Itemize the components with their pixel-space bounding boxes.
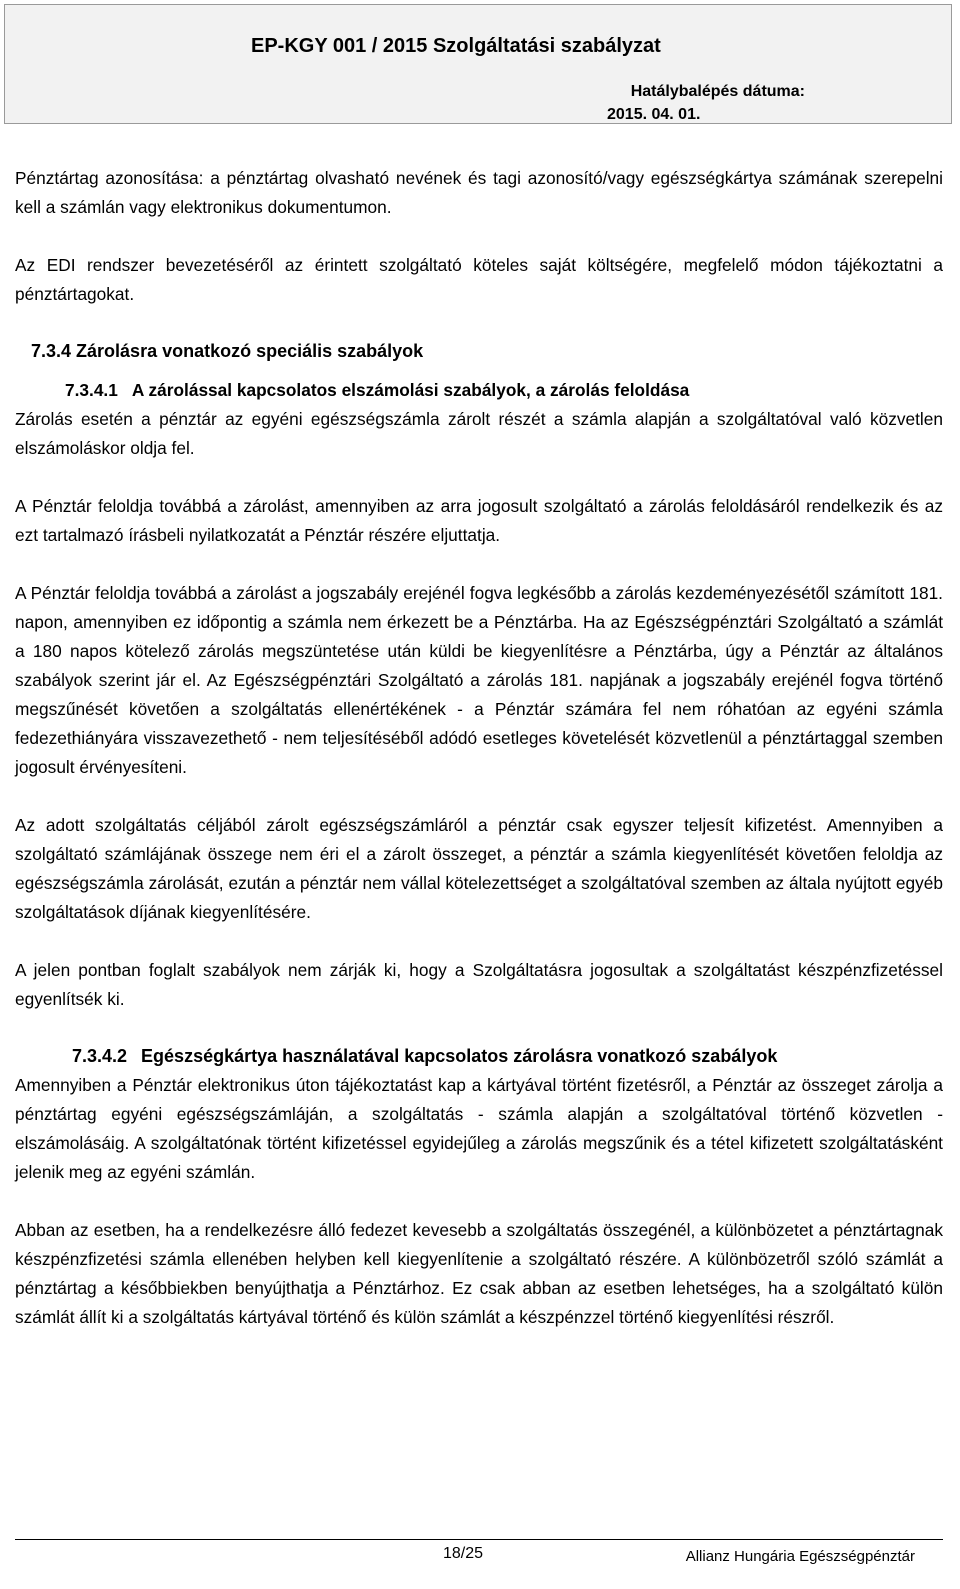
paragraph-member-identification: Pénztártag azonosítása: a pénztártag olvasható nevének és tagi azonosító/vagy egészségkártya számának szerepelni kell a számlán vagy elektronikus dokumentumon. <box>15 168 943 217</box>
paragraph-card-payment-lock: Amennyiben a Pénztár elektronikus úton tájékoztatást kap a kártyával történt fizetésről, a Pénztár az összeget zárolja a pénztártag egyéni egészségszámláján, a szolgáltatás - számla alapján a szolgáltatóval történő közvetlen - elszámolásáig. A szolgáltatónak történt kifizetéssel egyidejűleg a zárolás megszűnik és a tétel kifizetett szolgáltatásként jelenik meg az egyéni számlán. <box>15 1075 943 1182</box>
footer-divider <box>15 1539 943 1540</box>
footer-company-name: Allianz Hungária Egészségpénztár <box>685 1548 915 1565</box>
document-header <box>4 4 952 124</box>
section-title: A zárolással kapcsolatos elszámolási szabályok, a zárolás feloldása <box>131 380 690 400</box>
document-body <box>15 164 943 1332</box>
page-number: 18/25 <box>443 1545 484 1562</box>
section-number: 7.3.4.1 <box>65 380 118 400</box>
section-heading-7-3-4: 7.3.4 Zárolásra vonatkozó speciális szabályok <box>31 341 424 361</box>
document-title: EP-KGY 001 / 2015 Szolgáltatási szabályzat <box>251 35 661 57</box>
paragraph-lock-release-settlement: Zárolás esetén a pénztár az egyéni egészségszámla zárolt részét a számla alapján a szolgáltatóval való közvetlen elszámoláskor oldja fel. <box>15 409 943 458</box>
section-heading-7-3-4-1 <box>65 376 943 405</box>
paragraph-lock-release-181-days: A Pénztár feloldja továbbá a zárolást a jogszabály erejénél fogva legkésőbb a zárolás kezdeményezésétől számított 181. napon, amennyiben ez időpontig a számla nem érkezett be a Pénztárba. Ha az Egészségpénztári Szolgáltató a számlát a 180 napos kötelező zárolás megszüntetése után küldi be kiegyenlítésre a Pénztárba, úgy a Pénztár az általános szabályok szerint jár el. Az Egészségpénztári Szolgáltató a zárolás 181. napjának a jogszabály erejénél fogva történő megszűnését követően a szolgáltatás ellenértékének - a Pénztár számára fel nem róhatóan az egyéni számla fedezethiányára visszavezethető - nem teljesítéséből adódó esetleges követelését közvetlenül a pénztártaggal szemben jogosult érvényesíteni. <box>15 583 943 777</box>
effective-date-label: Hatálybalépés dátuma: <box>630 83 805 100</box>
paragraph-edi-system: Az EDI rendszer bevezetéséről az érintett szolgáltató köteles saját költségére, megfelelő módon tájékoztatni a pénztártagokat. <box>15 255 943 304</box>
paragraph-single-payment: Az adott szolgáltatás céljából zárolt egészségszámláról a pénztár csak egyszer teljesít kifizetést. Amennyiben a szolgáltató számlájának összege nem éri el a zárolt összeget, a pénztár a számla kiegyenlítését követően feloldja az egészségszámla zárolását, ezután a pénztár nem vállal kötelezettséget a szolgáltatóval szemben az általa nyújtott egyéb szolgáltatások díjának kiegyenlítésére. <box>15 815 943 922</box>
paragraph-insufficient-funds: Abban az esetben, ha a rendelkezésre álló fedezet kevesebb a szolgáltatás összegénél, a különbözetet a pénztártagnak készpénzfizetési számla ellenében helyben kell kiegyenlítenie a szolgáltató részére. A különbözetről szóló számlát a pénztártag a későbbiekben benyújthatja a Pénztárhoz. Ez csak abban az esetben lehetséges, ha a szolgáltató külön számlát állít ki a szolgáltatás kártyával történő és külön számlát a készpénzzel történő kiegyenlítési részről. <box>15 1220 943 1327</box>
section-number: 7.3.4.2 <box>72 1046 128 1066</box>
paragraph-lock-release-provider: A Pénztár feloldja továbbá a zárolást, amennyiben az arra jogosult szolgáltató a zárolás feloldásáról rendelkezik és az ezt tartalmazó írásbeli nyilatkozatát a Pénztár részére eljuttatja. <box>15 496 943 545</box>
effective-date-value: 2015. 04. 01. <box>607 106 701 123</box>
section-title: Egészségkártya használatával kapcsolatos zárolásra vonatkozó szabályok <box>141 1046 778 1066</box>
paragraph-cash-payment: A jelen pontban foglalt szabályok nem zárják ki, hogy a Szolgáltatásra jogosultak a szolgáltatást készpénzfizetéssel egyenlítsék ki. <box>15 960 943 1009</box>
section-heading-7-3-4-2 <box>72 1042 943 1071</box>
